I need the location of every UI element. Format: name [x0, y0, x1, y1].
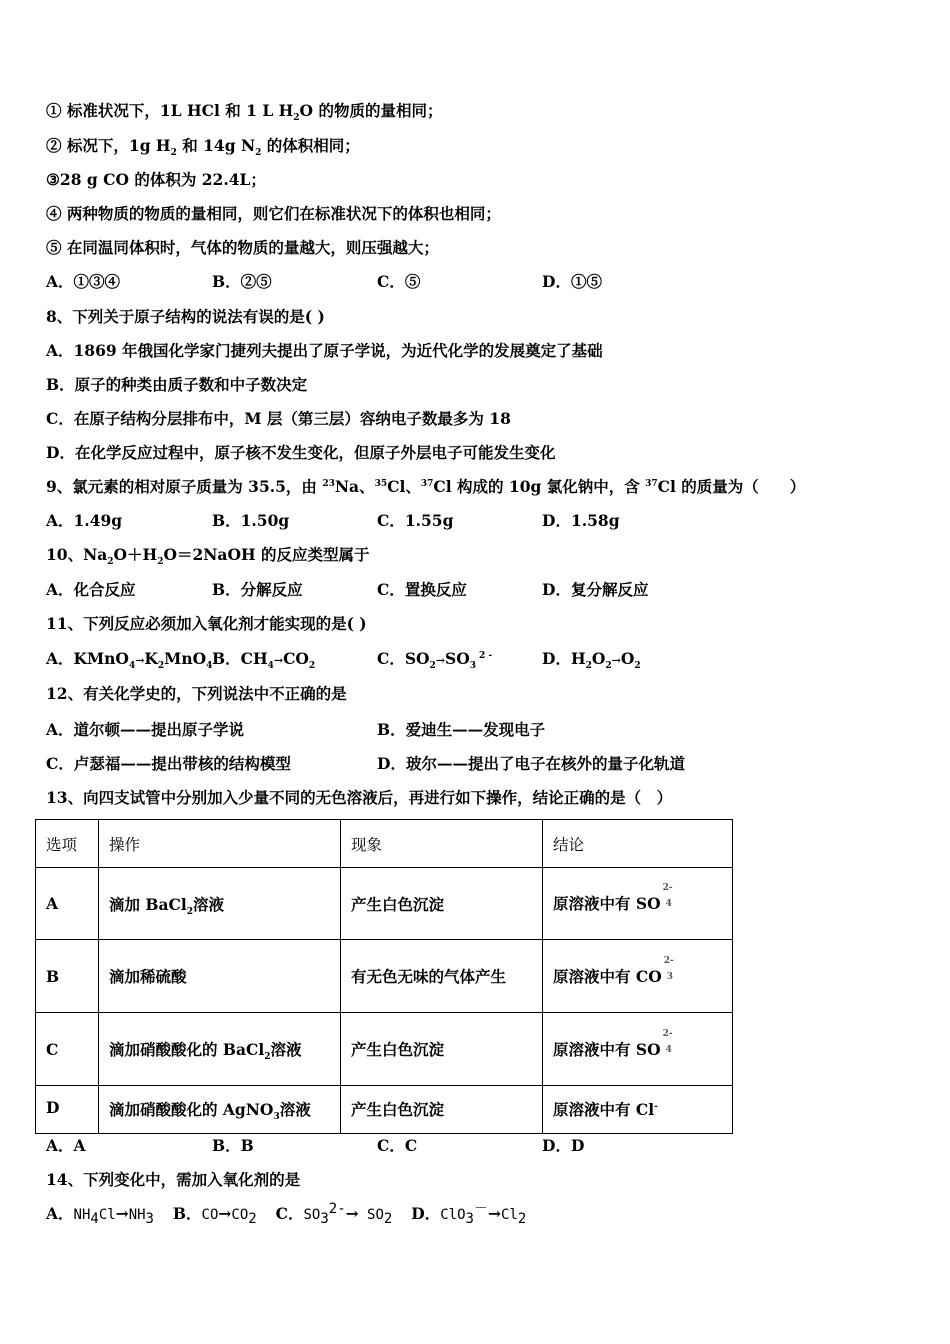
text: O＋H: [113, 545, 158, 564]
phenomenon-cell: 产生白色沉淀: [341, 868, 543, 940]
subscript: 2: [308, 661, 316, 672]
subscript: 3: [666, 971, 674, 982]
conclusion-cell: [543, 868, 733, 940]
phenomenon-cell: 有无色无味的气体产生: [341, 940, 543, 1013]
conclusion-cell: [543, 940, 733, 1013]
operation-cell: [99, 1086, 341, 1134]
text: K: [144, 649, 158, 668]
q12-option-c[interactable]: C．卢瑟福——提出带核的结构模型: [46, 754, 291, 773]
q14-options-line: [46, 1200, 527, 1228]
q8-option-c[interactable]: C．在原子结构分层排布中，M 层（第三层）容纳电子数最多为 18: [46, 409, 511, 428]
q8-stem: 8、下列关于原子结构的说法有误的是( ): [46, 307, 325, 326]
q7-statement-3: [46, 170, 266, 190]
text: 9、氯元素的相对原子质量为 35.5，由: [46, 477, 323, 496]
text: D．: [411, 1204, 441, 1223]
text: 滴加硝酸酸化的 AgNO: [109, 1100, 274, 1119]
q12-option-b[interactable]: B．爱迪生——发现电子: [377, 720, 546, 739]
option-cell: D: [36, 1086, 99, 1134]
text: 10、Na: [46, 545, 108, 564]
text: O: [299, 101, 314, 120]
q13-stem: 13、向四支试管中分别加入少量不同的无色溶液后，再进行如下操作，结论正确的是（ ）: [46, 788, 673, 807]
subscript: 2: [170, 148, 177, 159]
text: 原溶液中有 SO: [553, 894, 661, 913]
text: SO: [303, 1207, 321, 1223]
q11-stem: 11、下列反应必须加入氧化剂才能实现的是( ): [46, 614, 367, 633]
text: CH: [240, 649, 268, 668]
text: Cl: [98, 1207, 116, 1223]
subscript: 2: [264, 1052, 271, 1063]
subscript: 2: [585, 661, 592, 672]
experiment-table: [35, 819, 733, 1134]
q11-option-b[interactable]: [212, 649, 315, 671]
superscript: -: [654, 1101, 658, 1112]
subscript: 2: [634, 661, 641, 672]
text: ③: [46, 170, 60, 189]
subscript: 2: [255, 148, 262, 159]
phenomenon-cell: 产生白色沉淀: [341, 1086, 543, 1134]
subscript: 2: [157, 557, 164, 568]
q7-option-b[interactable]: B．②⑤: [212, 272, 272, 291]
text: 1 L H: [246, 101, 294, 120]
q7-option-d[interactable]: D．①⑤: [542, 272, 602, 291]
arrow-icon: →: [435, 654, 446, 667]
superscript: 2 -: [479, 650, 493, 661]
q10-option-d[interactable]: D．复分解反应: [542, 580, 649, 599]
text: C．: [275, 1204, 304, 1223]
text: ① 标准状况下，: [46, 101, 160, 120]
text: 14g N: [203, 136, 256, 155]
arrow-icon: →: [115, 1204, 129, 1223]
subscript: 2: [157, 661, 165, 672]
text: ClO: [440, 1207, 466, 1223]
q9-option-b[interactable]: B．1.50g: [212, 511, 290, 530]
subscript: 2: [186, 906, 194, 917]
q10-option-a[interactable]: A．化合反应: [46, 580, 136, 599]
operation-cell: [99, 1013, 341, 1086]
q13-option-a[interactable]: A．A: [46, 1136, 86, 1155]
q8-option-d[interactable]: D．在化学反应过程中，原子核不发生变化，但原子外层电子可能发生变化: [46, 443, 556, 462]
text: 滴加硝酸酸化的 BaCl: [109, 1040, 265, 1059]
text: SO: [404, 649, 430, 668]
text: NH: [128, 1207, 146, 1223]
text: CO: [283, 649, 309, 668]
text: O: [620, 649, 635, 668]
header-cell: 操作: [99, 820, 341, 868]
text: 溶液: [193, 894, 225, 914]
text: 滴加 BaCl: [109, 894, 187, 914]
superscript: 37: [645, 478, 658, 489]
subscript: 4: [665, 899, 672, 909]
text: 1g H: [128, 136, 171, 155]
subscript: 4: [206, 661, 213, 672]
text: Na、: [334, 477, 375, 496]
q8-option-a[interactable]: A．1869 年俄国化学家门捷列夫提出了原子学说，为近代化学的发展奠定了基础: [46, 341, 603, 360]
q11-option-a[interactable]: [46, 649, 212, 671]
q10-option-c[interactable]: C．置换反应: [377, 580, 467, 599]
text: MnO: [164, 649, 207, 668]
superscript: 37: [420, 478, 434, 489]
q7-statement-5: ⑤ 在同温同体积时，气体的物质的量越大，则压强越大；: [46, 238, 439, 257]
text: Cl、: [387, 477, 421, 496]
subscript: 3: [145, 1211, 154, 1228]
text: 溶液: [279, 1100, 311, 1119]
text: NH: [73, 1207, 91, 1223]
q8-option-b[interactable]: B．原子的种类由质子数和中子数决定: [46, 375, 308, 394]
q14-stem: 14、下列变化中，需加入氧化剂的是: [46, 1170, 301, 1189]
subscript: 2: [293, 113, 300, 124]
text: Cl 构成的 10g 氯化钠中，含: [433, 477, 646, 496]
superscript: 35: [374, 478, 388, 489]
q14-option-a[interactable]: [46, 1204, 154, 1228]
q14-option-d[interactable]: [411, 1200, 527, 1228]
ion-charge: [661, 883, 675, 915]
text: Cl: [500, 1207, 518, 1223]
header-cell: 结论: [543, 820, 733, 868]
text: Cl 的质量为（ ）: [657, 477, 806, 496]
header-cell: 现象: [341, 820, 543, 868]
text: SO: [358, 1207, 384, 1223]
ion-charge: [662, 955, 676, 988]
subscript: 4: [267, 661, 274, 672]
subscript: 3: [469, 661, 476, 672]
text: H: [570, 649, 586, 668]
q7-option-c[interactable]: C．⑤: [377, 272, 421, 291]
q12-option-d[interactable]: D．玻尔——提出了电子在核外的量子化轨道: [377, 754, 685, 773]
text: SO: [445, 649, 470, 668]
arrow-icon: →: [611, 654, 621, 667]
option-cell: B: [36, 940, 99, 1013]
conclusion-cell: [543, 1086, 733, 1134]
q9-option-c[interactable]: C．1.55g: [377, 511, 454, 530]
q12-option-a[interactable]: A．道尔顿——提出原子学说: [46, 720, 245, 739]
subscript: 2: [383, 1211, 393, 1228]
q7-statement-2: [46, 136, 360, 159]
ion-charge: [661, 1028, 675, 1061]
text: 原溶液中有 CO: [553, 966, 662, 986]
q7-option-a[interactable]: A．①③④: [46, 272, 121, 291]
text: 原溶液中有 SO: [553, 1039, 661, 1059]
table-row: [36, 940, 733, 1013]
text: A．: [46, 1204, 74, 1223]
text: 1L HCl: [159, 101, 220, 120]
q11-option-c[interactable]: [377, 649, 492, 671]
subscript: 4: [90, 1211, 99, 1228]
q9-option-a[interactable]: A．1.49g: [46, 511, 123, 530]
q14-option-c[interactable]: [275, 1200, 393, 1228]
option-cell: A: [36, 868, 99, 940]
table-row: [36, 868, 733, 940]
text: CO: [231, 1207, 249, 1223]
text: O＝2NaOH 的反应类型属于: [163, 545, 370, 564]
operation-cell: [99, 868, 341, 940]
subscript: 2: [517, 1211, 527, 1228]
text: 的体积相同；: [261, 136, 360, 155]
text: 22.4L: [201, 170, 251, 189]
q13-option-c[interactable]: C．C: [377, 1136, 418, 1155]
q13-option-b[interactable]: B．B: [212, 1136, 254, 1155]
subscript: 3: [465, 1211, 474, 1228]
table-row: [36, 1013, 733, 1086]
operation-cell: 滴加稀硫酸: [99, 940, 341, 1013]
phenomenon-cell: 产生白色沉淀: [341, 1013, 543, 1086]
q9-option-d[interactable]: D．1.58g: [542, 511, 620, 530]
arrow-icon: →: [487, 1204, 501, 1223]
arrow-icon: →: [218, 1204, 232, 1223]
text: 原溶液中有 Cl: [553, 1100, 655, 1119]
text: 和: [219, 101, 247, 120]
text: 28 g CO: [59, 170, 129, 189]
charge: 2-: [662, 1028, 673, 1039]
text: A．: [46, 649, 74, 668]
q13-option-d[interactable]: D．D: [542, 1136, 585, 1155]
q9-stem: [46, 477, 805, 497]
conclusion-cell: [543, 1013, 733, 1086]
subscript: 2: [429, 661, 436, 672]
option-cell: C: [36, 1013, 99, 1086]
text: O: [591, 649, 606, 668]
superscript: －: [473, 1200, 488, 1217]
text: 的体积为: [128, 170, 202, 189]
text: B．: [172, 1204, 202, 1223]
subscript: 4: [665, 1044, 672, 1055]
charge: 2-: [663, 955, 674, 966]
arrow-icon: →: [345, 1204, 359, 1223]
q14-option-b[interactable]: [172, 1204, 257, 1228]
text: ② 标况下，: [46, 136, 129, 155]
q11-option-d[interactable]: [542, 649, 641, 671]
subscript: 2: [107, 557, 114, 568]
text: 的物质的量相同；: [313, 101, 443, 120]
text: D．: [542, 649, 571, 668]
text: ；: [250, 170, 266, 189]
q12-stem: 12、有关化学史的，下列说法中不正确的是: [46, 684, 347, 703]
q10-option-b[interactable]: B．分解反应: [212, 580, 303, 599]
table-header-row: [36, 820, 733, 868]
q7-statement-4: ④ 两种物质的物质的量相同，则它们在标准状况下的体积也相同；: [46, 204, 501, 223]
superscript: 23: [322, 478, 335, 489]
table-row: [36, 1086, 733, 1134]
text: C．: [377, 649, 405, 668]
subscript: 3: [273, 1112, 280, 1123]
charge: 2-: [662, 883, 673, 893]
q10-stem: [46, 545, 370, 568]
text: 和: [176, 136, 204, 155]
arrow-icon: →: [273, 654, 284, 667]
subscript: 2: [605, 661, 612, 672]
subscript: 2: [248, 1211, 257, 1228]
text: CO: [201, 1207, 219, 1223]
header-cell: 选项: [36, 820, 99, 868]
q7-statement-1: [46, 101, 443, 124]
text: B．: [212, 649, 241, 668]
arrow-icon: →: [135, 654, 145, 667]
superscript: 2-: [328, 1200, 346, 1217]
text: 溶液: [270, 1040, 302, 1059]
text: KMnO: [73, 649, 129, 668]
subscript: 3: [320, 1211, 329, 1228]
subscript: 4: [128, 661, 136, 672]
